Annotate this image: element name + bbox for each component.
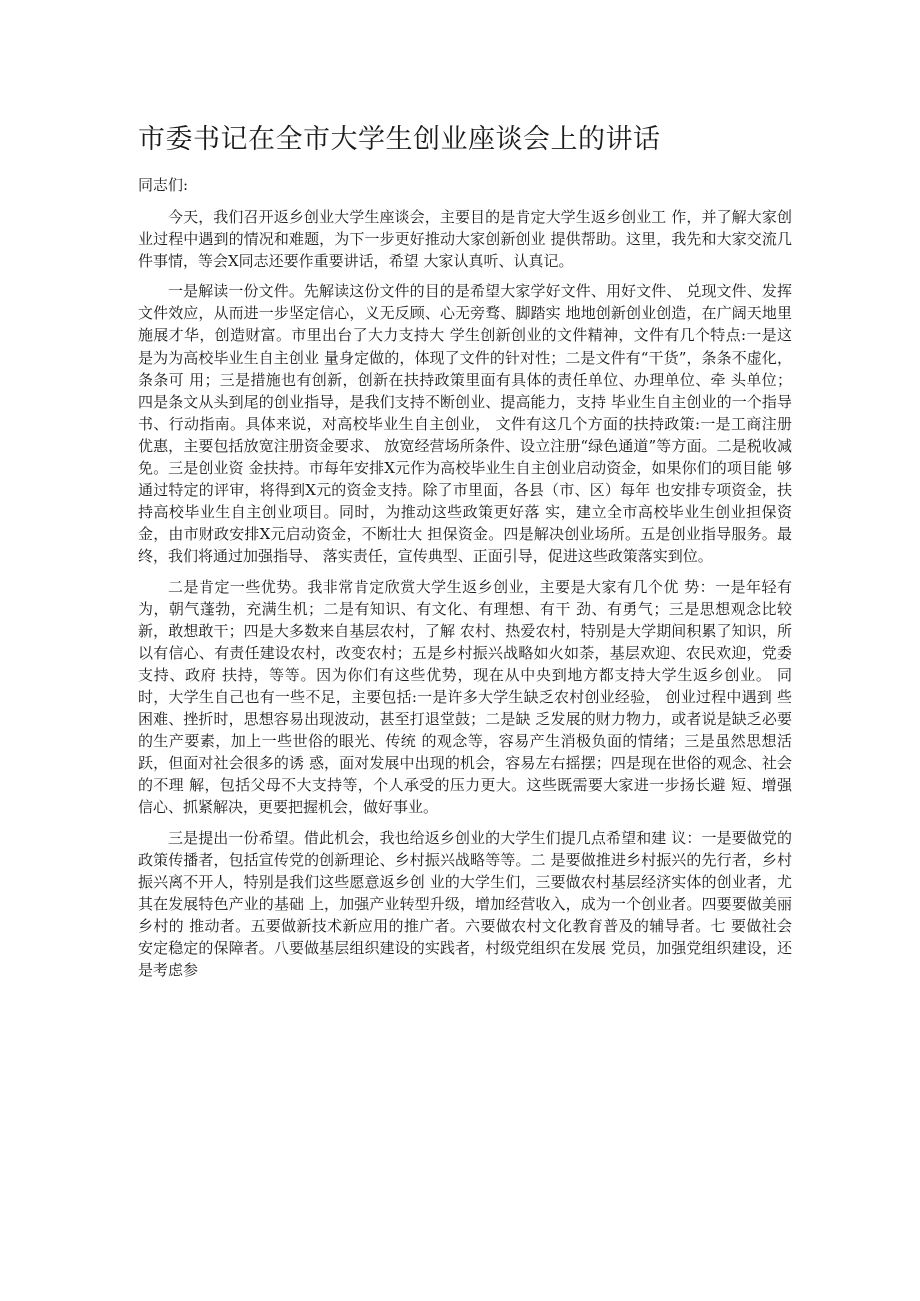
salutation: 同志们: — [138, 176, 189, 194]
paragraph-opening: 今天，我们召开返乡创业大学生座谈会，主要目的是肯定大学生返乡创业工 作，并了解大家创业过程中遇到的情况和难题，为下一步更好推动大家创新创业 提供帮助。这里，我先和大家交流几件事情，等会X同志还要作重要讲话，希望 大家认真听、认真记。 — [138, 208, 792, 271]
paragraph-expectations: 三是提出一份希望。借此机会，我也给返乡创业的大学生们提几点希望和建 议：一是要做党的政策传播者，包括宣传党的创新理论、乡村振兴战略等等。二 是要做推进乡村振兴的先行者，乡村振兴离不开人，特别是我们这些愿意返乡创 业的大学生们，三要做农村基层经济实体的创业者，尤其在发展特色产业的基础 上，加强产业转型升级，增加经营收入，成为一个创业者。四要要做美丽乡村的 推动者。五要做新技术新应用的推广者。六要做农村文化教育普及的辅导者。七 要做社会安定稳定的保障者。八要做基层组织建设的实践者，村级党组织在发展 党员，加强党组织建设，还是考虑参 — [138, 828, 792, 980]
document-title: 市委书记在全市大学生创业座谈会上的讲话 — [138, 124, 661, 155]
paragraph-interpret-document: 一是解读一份文件。先解读这份文件的目的是希望大家学好文件、用好文件、 兑现文件、发挥文件效应，从而进一步坚定信心，义无反顾、心无旁骛、脚踏实 地地创新创业创造，在广阔天地里施展才华，创造财富。市里出台了大力支持大 学生创新创业的文件精神，文件有几个特点:一是这是为为高校毕业生自主创业 量身定做的，体现了文件的针对性；二是文件有“干货”，条条不虚化，条条可 用；三是措施也有创新，创新在扶持政策里面有具体的责任单位、办理单位、牵 头单位；四是条文从头到尾的创业指导，是我们支持不断创业、提高能力，支持 毕业生自主创业的一个指导书、行动指南。具体来说，对高校毕业生自主创业， 文件有这几个方面的扶持政策:一是工商注册优惠，主要包括放宽注册资金要求、 放宽经营场所条件、设立注册“绿色通道”等方面。二是税收减免。三是创业资 金扶持。市每年安排X元作为高校毕业生自主创业启动资金，如果你们的项目能 够通过特定的评审，将得到X元的资金支持。除了市里面，各县（市、区）每年 也安排专项资金，扶持高校毕业生自主创业项目。同时，为推动这些政策更好落 实，建立全市高校毕业生创业担保资金，由市财政安排X元启动资金，不断壮大 担保资金。四是解决创业场所。五是创业指导服务。最终，我们将通过加强指导、 落实责任，宣传典型、正面引导，促进这些政策落实到位。 — [138, 282, 792, 566]
paragraph-affirm-advantages: 二是肯定一些优势。我非常肯定欣赏大学生返乡创业，主要是大家有几个优 势：一是年轻有为，朝气蓬勃，充满生机；二是有知识、有文化、有理想、有干 劲、有勇气；三是思想观念比较新，敢想敢干；四是大多数来自基层农村，了解 农村、热爱农村，特别是大学期间积累了知识，所以有信心、有责任建设农村，改变农村；五是乡村振兴战略如火如荼，基层欢迎、农民欢迎，党委支持、政府 扶持，等等。因为你们有这些优势，现在从中央到地方都支持大学生返乡创业。 同时，大学生自己也有一些不足，主要包括:一是许多大学生缺乏农村创业经验， 创业过程中遇到 些困难、挫折时，思想容易出现波动，甚至打退堂鼓；二是缺 乏发展的财力物力，或者说是缺乏必要的生产要素，加上一些世俗的眼光、传统 的观念等，容易产生消极负面的情绪；三是虽然思想活跃，但面对社会很多的诱 惑，面对发展中出现的机会，容易左右摇摆；四是现在世俗的观念、社会的不理 解，包括父母不大支持等，个人承受的压力更大。这些既需要大家进一步扬长避 短、增强信心、抓紧解决，更要把握机会，做好事业。 — [138, 577, 792, 817]
document-page — [138, 118, 792, 989]
